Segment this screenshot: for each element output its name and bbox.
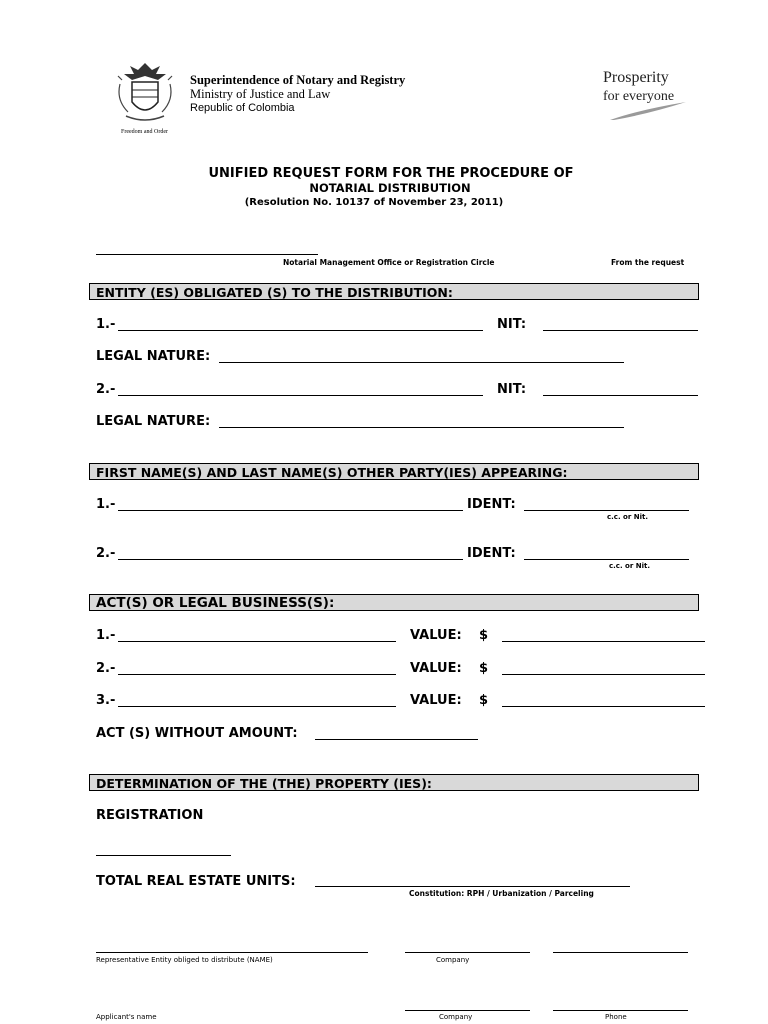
representative-company-input[interactable]	[405, 952, 530, 953]
company-caption: Company	[436, 956, 470, 964]
party1-ident-label: IDENT:	[467, 497, 516, 512]
total-units-input[interactable]	[315, 886, 630, 887]
republic-name: Republic of Colombia	[190, 102, 295, 114]
party1-name-input[interactable]	[118, 510, 463, 511]
act1-number: 1.-	[96, 628, 116, 643]
representative-caption: Representative Entity obliged to distribute (NAME)	[96, 956, 273, 964]
act1-value-label: VALUE:	[410, 628, 462, 643]
section-parties-heading: FIRST NAME(S) AND LAST NAME(S) OTHER PARTY(IES) APPEARING:	[89, 463, 699, 480]
applicant-caption: Applicant's name	[96, 1013, 157, 1021]
act2-currency: $	[479, 661, 489, 676]
slogan-swoosh-icon	[608, 100, 688, 122]
entity2-nit-input[interactable]	[543, 395, 698, 396]
act1-value-input[interactable]	[502, 641, 705, 642]
party2-name-input[interactable]	[118, 559, 463, 560]
slogan-line2: for everyone	[603, 89, 675, 104]
party1-number: 1.-	[96, 497, 116, 512]
party2-ident-input[interactable]	[524, 559, 689, 560]
ministry-name: Ministry of Justice and Law	[190, 87, 331, 101]
total-units-label: TOTAL REAL ESTATE UNITS:	[96, 874, 296, 889]
coat-of-arms-icon	[110, 60, 180, 130]
seal-motto: Freedom and Order	[121, 129, 168, 135]
entity1-number: 1.-	[96, 317, 116, 332]
entity2-number: 2.-	[96, 382, 116, 397]
phone-caption: Phone	[605, 1013, 627, 1021]
act1-name-input[interactable]	[118, 641, 396, 642]
act3-value-label: VALUE:	[410, 693, 462, 708]
office-caption: Notarial Management Office or Registration Circle	[283, 258, 495, 267]
act1-currency: $	[479, 628, 489, 643]
act2-value-input[interactable]	[502, 674, 705, 675]
office-input-line[interactable]	[96, 254, 318, 255]
resolution-text: (Resolution No. 10137 of November 23, 2011)	[244, 197, 504, 208]
acts-without-amount-input[interactable]	[315, 739, 478, 740]
act2-value-label: VALUE:	[410, 661, 462, 676]
act3-currency: $	[479, 693, 489, 708]
entity1-legal-nature-input[interactable]	[219, 362, 624, 363]
act3-value-input[interactable]	[502, 706, 705, 707]
applicant-company-input[interactable]	[405, 1010, 530, 1011]
registration-label: REGISTRATION	[96, 808, 204, 823]
entity2-name-input[interactable]	[118, 395, 483, 396]
org-name: Superintendence of Notary and Registry	[190, 73, 406, 87]
act2-name-input[interactable]	[118, 674, 396, 675]
party2-ident-label: IDENT:	[467, 546, 516, 561]
party1-ident-input[interactable]	[524, 510, 689, 511]
request-date-caption: From the request	[611, 258, 685, 267]
party2-number: 2.-	[96, 546, 116, 561]
section-property-heading: DETERMINATION OF THE (THE) PROPERTY (IES):	[89, 774, 699, 791]
constitution-caption: Constitution: RPH / Urbanization / Parceling	[409, 889, 594, 898]
entity1-name-input[interactable]	[118, 330, 483, 331]
slogan-line1: Prosperity	[603, 69, 669, 86]
form-title: UNIFIED REQUEST FORM FOR THE PROCEDURE OF	[208, 166, 574, 181]
registration-input[interactable]	[96, 855, 231, 856]
representative-name-input[interactable]	[96, 952, 368, 953]
coat-of-arms-logo	[110, 60, 180, 130]
section-entities-heading: ENTITY (ES) OBLIGATED (S) TO THE DISTRIBUTION:	[89, 283, 699, 300]
acts-without-amount-label: ACT (S) WITHOUT AMOUNT:	[96, 726, 298, 741]
party2-ident-caption: c.c. or Nit.	[609, 562, 651, 570]
act3-name-input[interactable]	[118, 706, 396, 707]
company-caption-2: Company	[439, 1013, 473, 1021]
act2-number: 2.-	[96, 661, 116, 676]
applicant-phone-input[interactable]	[553, 1010, 688, 1011]
entity1-nit-input[interactable]	[543, 330, 698, 331]
entity1-legal-nature-label: LEGAL NATURE:	[96, 349, 211, 364]
act3-number: 3.-	[96, 693, 116, 708]
entity2-legal-nature-label: LEGAL NATURE:	[96, 414, 211, 429]
entity1-nit-label: NIT:	[497, 317, 527, 332]
representative-extra-input[interactable]	[553, 952, 688, 953]
form-subtitle: NOTARIAL DISTRIBUTION	[309, 181, 471, 195]
entity2-legal-nature-input[interactable]	[219, 427, 624, 428]
party1-ident-caption: c.c. or Nit.	[607, 513, 649, 521]
entity2-nit-label: NIT:	[497, 382, 527, 397]
section-acts-heading: ACT(S) OR LEGAL BUSINESS(S):	[89, 594, 699, 611]
